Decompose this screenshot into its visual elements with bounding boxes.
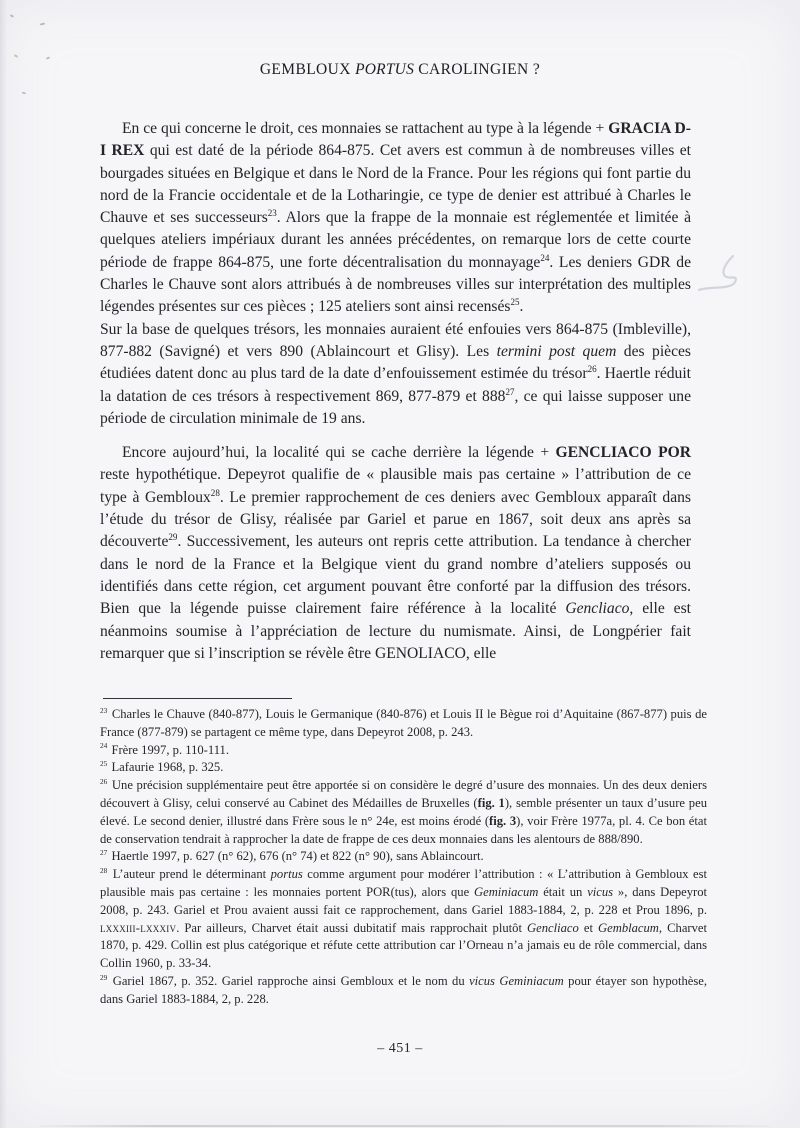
page-title xyxy=(0,0,800,79)
footnote-marker: 25 xyxy=(100,759,108,769)
footnote-text: Une précision supplémentaire peut être apportée si on considère le degré d’usure des monnaies. Un des deux deniers découvert à Glisy, celui conservé au Cabinet des Médailles de Bruxelles (fig. 1), semble présenter un taux d’usure peu élevé. Le second denier, illustré dans Frère sous le n° 24e, est moins érodé (fig. 3), voir Frère 1977a, pl. 4. Ce bon état de conservation tendrait à rapprocher la date de frappe de ces deux monnaies dans les alentours de 888/890. xyxy=(100,778,707,846)
footnote-text: Charles le Chauve (840-877), Louis le Germanique (840-876) et Louis II le Bègue roi d’Aquitaine (867-877) puis de France (877-879) se partagent ce même type, dans Depeyrot 2008, p. 243. xyxy=(100,707,707,739)
footnote-text: Haertle 1997, p. 627 (n° 62), 676 (n° 74) et 822 (n° 90), sans Ablaincourt. xyxy=(108,849,484,864)
footnote-marker: 27 xyxy=(100,848,108,858)
paragraph-2: Sur la base de quelques trésors, les monnaies auraient été enfouies vers 864-875 (Imbleville), 877-882 (Savigné) et vers 890 (Ablaincourt et Glisy). Les termini post quem des pièces étudiées datent donc au plus tard de la date d’enfouissement estimée du trésor$^{26}$. Haertle réduit la datation de ces trésors à respectivement 869, 877-879 et $888^{27}$, ce qui laisse supposer une période de circulation minimale de 19 ans. xyxy=(100,320,691,427)
scan-speck xyxy=(22,92,26,95)
footnote-25 xyxy=(100,759,707,777)
footnote-text: Gariel 1867, p. 352. Gariel rapproche ainsi Gembloux et le nom du vicus Geminiacum pour étayer son hypothèse, dans Gariel 1883-1884, 2, p. 228. xyxy=(100,973,707,1006)
footnote-text: Frère 1997, p. 110-111. xyxy=(108,742,229,757)
footnote-24 xyxy=(100,742,707,760)
footnote-marker: 24 xyxy=(100,741,108,751)
scan-bottom-edge xyxy=(40,1125,770,1127)
footnote-separator xyxy=(103,698,292,699)
footnote-26 xyxy=(100,777,707,848)
footnote-27 xyxy=(100,848,707,866)
scan-smudge xyxy=(695,252,755,297)
page-number: – 451 – xyxy=(377,1041,423,1056)
footnote-text: L’auteur prend le déterminant portus comme argument pour modérer l’attribution : « L’attribution à Gembloux est plausible mais pas certaine : les monnaies portent POR(tus), alors que Geminiacum était un vicus », dans Depeyrot 2008, p. 243. Gariel et Prou avaient aussi fait ce rapprochement, dans Gariel 1883-1884, 2, p. 228 et Prou 1896, p. lxxxiii-lxxxiv. Par ailleurs, Charvet était aussi dubitatif mais rapprochait plutôt Gencliaco et Gemblacum, Charvet 1870, p. 429. Collin est plus catégorique et réfute cette attribution car l’Orneau n’a jamais eu de rôle commercial, dans Collin 1960, p. 33-34. xyxy=(100,867,708,971)
footnote-marker: 28 xyxy=(100,865,108,875)
scan-edge-shade xyxy=(0,0,7,1128)
footnote-marker: 23 xyxy=(100,705,108,715)
footnote-28 xyxy=(100,866,707,973)
footnote-23 xyxy=(100,706,707,742)
title-italic-word: PORTUS xyxy=(355,61,415,78)
footnotes xyxy=(100,706,707,1009)
footnote-29 xyxy=(100,973,707,1009)
body-text xyxy=(100,118,691,665)
title-text: GEMBLOUX xyxy=(259,61,356,78)
title-text: CAROLINGIEN ? xyxy=(414,61,541,78)
paragraph-1: En ce qui concerne le droit, ces monnaies se rattachent au type à la légende + GRACIA D-I REX qui est daté de la période 864-875. Cet avers est commun à de nombreuses villes et bourgades situées en Belgique et dans le Nord de la France. Pour les régions qui font partie du nord de la Francie occidentale et de la Lotharingie, ce type de denier est attribué à Charles le Chauve et ses successeurs$^{23}$. Alors que la frappe de la monnaie est réglementée et limitée à quelques ateliers impériaux durant les années précédentes, on remarque lors de cette courte période de frappe 864-875, une forte décentralisation du monnayage$^{24}$. Les deniers GDR de Charles le Chauve sont alors attribués à de nombreuses villes sur interprétation des multiples légendes présentes sur ces pièces ; 125 ateliers sont ainsi recensés$^{25}$. xyxy=(100,120,691,316)
footnote-marker: 26 xyxy=(100,777,108,786)
footnote-marker: 29 xyxy=(100,972,108,982)
footnote-text: Lafaurie 1968, p. 325. xyxy=(108,760,224,775)
paragraph-3: Encore aujourd’hui, la localité qui se cache derrière la légende + GENCLIACO POR reste hypothétique. Depeyrot qualifie de « plausible mais pas certaine » l’attribution de ce type à Gembloux$^{28}$. Le premier rapprochement de ces deniers avec Gembloux apparaît dans l’étude du trésor de Glisy, réalisée par Gariel et parue en 1867, soit deux ans après sa découverte$^{29}$. Successivement, les auteurs ont repris cette attribution. La tendance à chercher dans le nord de la France et la Belgique vient du grand nombre d’ateliers supposés ou identifiés dans cette région, cet argument pouvant être conforté par la diffusion des trésors. Bien que la légende puisse clairement faire référence à la localité Gencliaco, elle est néanmoins soumise à l’appréciation de lecture du numismate. Ainsi, de Longpérier fait remarquer que si l’inscription se révèle être GENOLIACO, elle xyxy=(100,444,692,662)
